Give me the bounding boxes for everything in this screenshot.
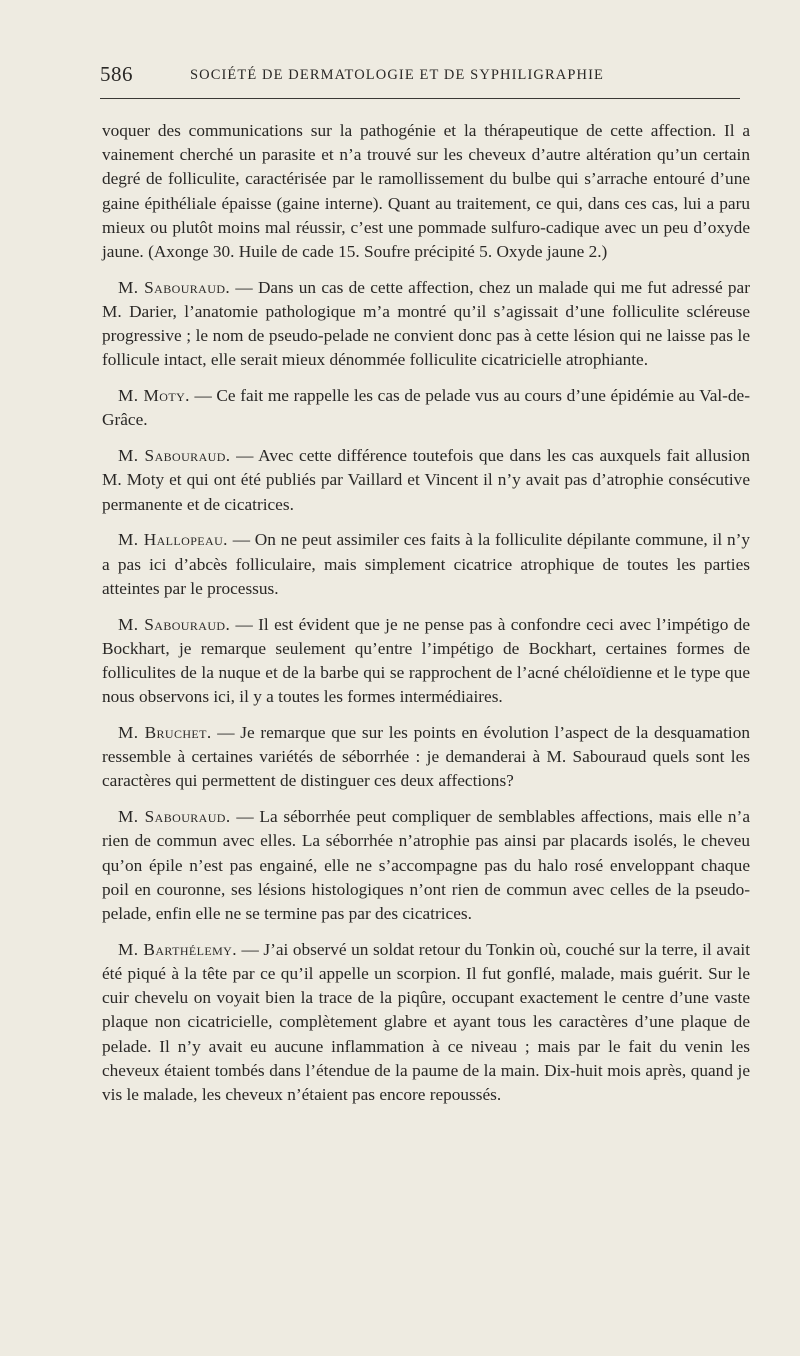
paragraph [102,613,750,710]
paragraph-text: — Ce fait me rappelle les cas de pelade vus au cours d’une épidémie au Val-de-Grâce. [102,386,750,430]
speaker-name: M. Barthélemy. [118,939,237,959]
speaker-name: M. Sabouraud. [118,277,231,297]
paragraph-text: — J’ai observé un soldat retour du Tonkin où, couché sur la terre, il avait été piqué à la tête par ce qu’il appelle un scorpion. Il fut gonflé, malade, mais guérit. Sur le cuir chevelu on voyait bien la trace de la piqûre, occupant exactement le centre d’une vaste plaque non cicatricielle, complètement glabre et ayant tous les caractères d’une plaque de pelade. Il n’y avait eu aucune inflammation à ce niveau ; mais par le fait du venin les cheveux étaient tombés dans l’étendue de la paume de la main. Dix-huit mois après, quand je vis le malade, les cheveux n’étaient pas encore repoussés. [102,939,750,1105]
running-head: SOCIÉTÉ DE DERMATOLOGIE ET DE SYPHILIGRAPHIE [190,67,604,83]
paragraph [102,528,750,601]
paragraph-text: voquer des communications sur la pathogénie et la thérapeutique de cette affection. Il a vainement cherché un parasite et n’a trouvé sur les cheveux d’autre altération qu’un certain degré de folliculite, caractérisée par le ramollissement du bulbe qui s’arrache entouré d’une gaine épithéliale épaisse (gaine interne). Quant au traitement, ce qui, dans ces cas, lui a paru mieux ou plutôt moins mal réussir, c’est une pommade sulfuro-cadique avec un peu d’oxyde jaune. (Axonge 30. Huile de cade 15. Soufre précipité 5. Oxyde jaune 2.) [102,121,750,262]
paragraph [102,119,750,264]
header-rule [100,98,740,99]
paragraph-text: — La séborrhée peut compliquer de semblables affections, mais elle n’a rien de commun avec elles. La séborrhée n’atrophie pas ainsi par placards isolés, le cheveu qu’on épile n’est pas engainé, elle ne s’accompagne pas du halo rosé enveloppant chaque poil en couronne, ses lésions histologiques n’ont rien de commun avec celles de la pseudo-pelade, enfin elle ne se termine pas par des cicatrices. [102,807,750,924]
speaker-name: M. Moty. [118,386,190,406]
paragraph [102,805,750,926]
speaker-name: M. Bruchet. [118,723,212,743]
paragraph-text: — Avec cette différence toutefois que dans les cas auxquels fait allusion M. Moty et qui ont été publiés par Vaillard et Vincent il n’y avait pas d’atrophie consécutive permanente et de cicatrices. [102,446,750,514]
speaker-name: M. Sabouraud. [118,614,231,634]
paragraph [102,444,750,517]
body-text [102,119,750,1119]
paragraph [102,938,750,1107]
paragraph-text: — Dans un cas de cette affection, chez un malade qui me fut adressé par M. Darier, l’anatomie pathologique m’a montré qu’il s’agissait d’une folliculite scléreuse progressive ; le nom de pseudo-pelade ne convient donc pas à cette lésion qui ne laisse pas le follicule intact, elle serait mieux dénommée folliculite cicatricielle atrophiante. [102,277,750,370]
paragraph-text: — Je remarque que sur les points en évolution l’aspect de la desquamation ressemble à certaines variétés de séborrhée : je demanderai à M. Sabouraud quels sont les caractères qui permettent de distinguer ces deux affections? [102,723,750,791]
paragraph-text: — On ne peut assimiler ces faits à la folliculite dépilante commune, il n’y a pas ici d’abcès folliculaire, mais simplement cicatrice atrophique de toutes les parties atteintes par le processus. [102,530,750,598]
page-number: 586 [100,62,133,86]
paragraph [102,276,750,373]
paragraph [102,721,750,794]
page-header [100,62,750,88]
speaker-name: M. Hallopeau. [118,530,228,550]
paragraph [102,384,750,432]
speaker-name: M. Sabouraud. [118,807,231,827]
paragraph-text: — Il est évident que je ne pense pas à confondre ceci avec l’impétigo de Bockhart, je remarque seulement qu’entre l’impétigo de Bockhart, certaines formes de folliculites de la nuque et de la barbe qui se rapprochent de l’acné chéloïdienne et le type que nous observons ici, il y a toutes les formes intermédiaires. [102,614,750,707]
speaker-name: M. Sabouraud. [118,446,231,466]
